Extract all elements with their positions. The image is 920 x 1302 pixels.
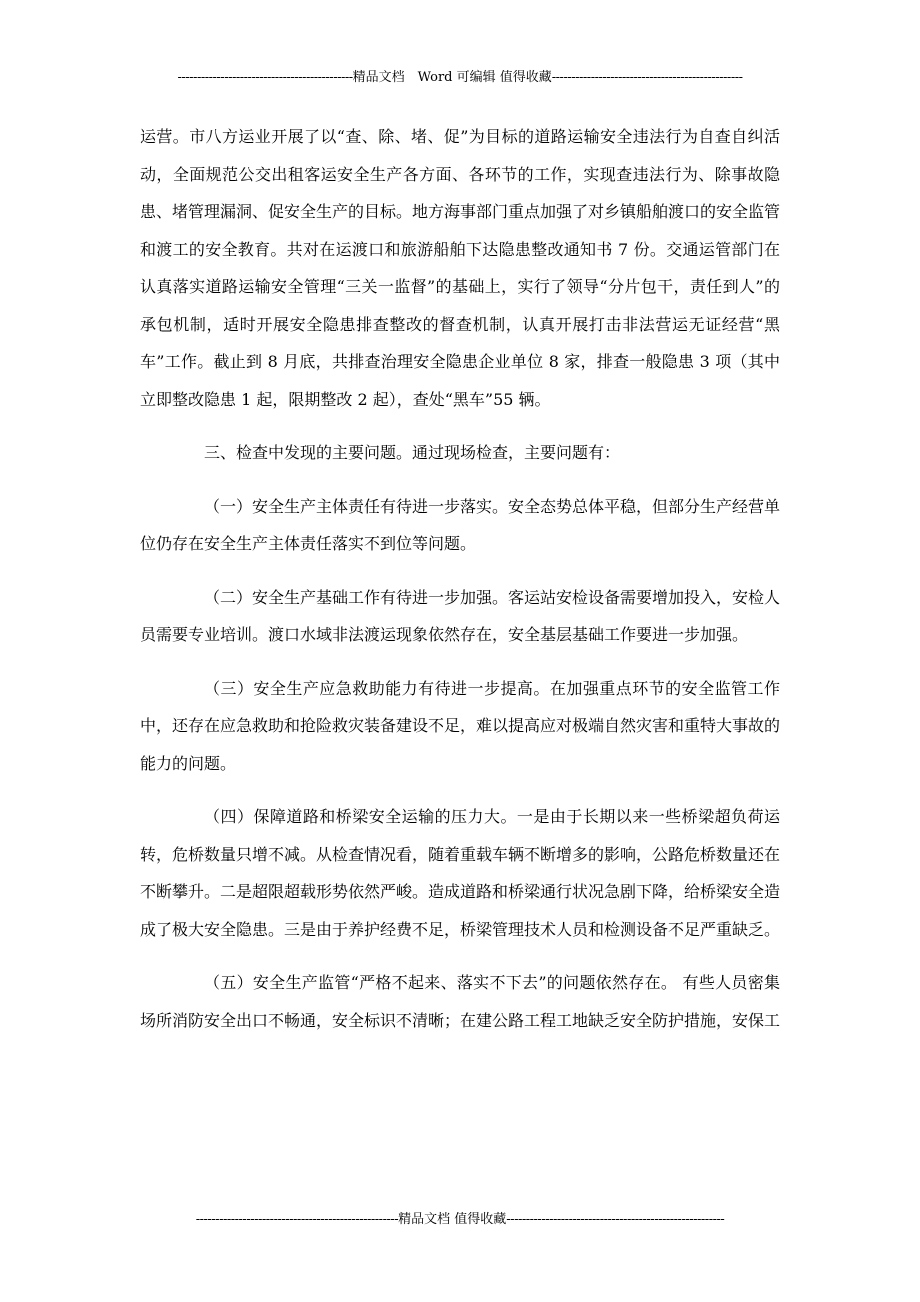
header-dashes-right: ------------------------------------------------- (551, 70, 743, 85)
paragraph-issue-2: （二）安全生产基础工作有待进一步加强。客运站安检设备需要增加投入，安检人员需要专业培训。渡口水域非法渡运现象依然存在，安全基层基础工作要进一步加强。 (140, 587, 781, 644)
paragraph-issue-3: （三）安全生产应急救助能力有待进一步提高。在加强重点环节的安全监管工作中，还存在应急救助和抢险救灾装备建设不足，难以提高应对极端自然灾害和重特大事故的能力的问题。 (140, 678, 781, 773)
paragraph-issue-4: （四）保障道路和桥梁安全运输的压力大。一是由于长期以来一些桥梁超负荷运转，危桥数量只增不减。从检查情况看，随着重载车辆不断增多的影响，公路危桥数量还在不断攀升。二是超限超载形势依然严峻。造成道路和桥梁通行状况急剧下降，给桥梁安全造成了极大安全隐患。三是由于养护经费不足，桥梁管理技术人员和检测设备不足严重缺乏。 (140, 807, 781, 939)
page-header (140, 66, 780, 85)
header-text: 精品文档 Word 可编辑 值得收藏 (352, 70, 552, 85)
paragraph-issue-1: （一）安全生产主体责任有待进一步落实。安全态势总体平稳，但部分生产经营单位仍存在安全生产主体责任落实不到位等问题。 (140, 496, 781, 553)
document-body (140, 118, 780, 1039)
header-dashes-left: --------------------------------------------- (177, 70, 353, 85)
footer-dashes-left: ---------------------------------------------------- (195, 1212, 399, 1227)
page-footer (140, 1208, 780, 1227)
footer-dashes-right: -------------------------------------------------------- (506, 1212, 725, 1227)
paragraph-continuation: 运营。市八方运业开展了以“查、除、堵、促”为目标的道路运输安全违法行为自查自纠活动，全面规范公交出租客运安全生产各方面、各环节的工作，实现查违法行为、除事故隐患、堵管理漏洞、促安全生产的目标。地方海事部门重点加强了对乡镇船舶渡口的安全监管和渡工的安全教育。共对在运渡口和旅游船舶下达隐患整改通知书 7 份。交通运管部门在认真落实道路运输安全管理“三关一监督”的基础上，实行了领导“分片包干，责任到人”的承包机制，适时开展安全隐患排查整改的督查机制，认真开展打击非法营运无证经营“黑车”工作。截止到 8 月底，共排查治理安全隐患企业单位 8 家，排查一般隐患 3 项（其中立即整改隐患 1 起，限期整改 2 起），查处“黑车”55 辆。 (140, 127, 781, 409)
paragraph-issue-5: （五）安全生产监管“严格不起来、落实不下去”的问题依然存在。 有些人员密集场所消防安全出口不畅通，安全标识不清晰；在建公路工程工地缺乏安全防护措施，安保工 (140, 973, 781, 1030)
paragraph-section-heading: 三、检查中发现的主要问题。通过现场检查，主要问题有： (204, 443, 621, 462)
footer-text: 精品文档 值得收藏 (398, 1212, 507, 1227)
